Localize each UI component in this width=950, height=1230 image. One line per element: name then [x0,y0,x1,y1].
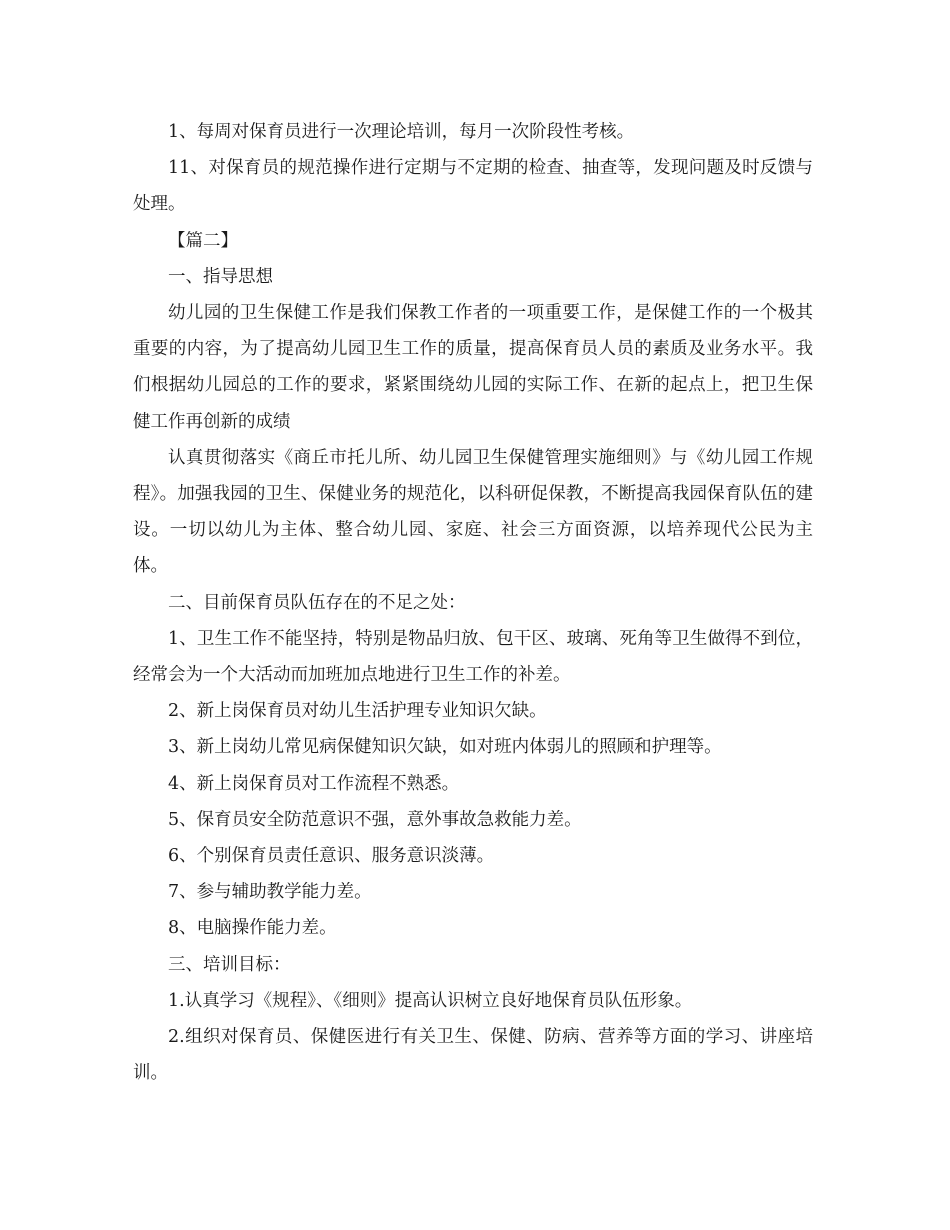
list-item-shortcoming-4: 4、新上岗保育员对工作流程不熟悉。 [168,773,460,794]
section-heading-part-two: 【篇二】 [168,230,238,251]
paragraph-ideology-body: 幼儿园的卫生保健工作是我们保教工作者的一项重要工作，是保健工作的一个极其重要的内容，为了提高幼儿园卫生工作的质量，提高保育员人员的素质及业务水平。我们根据幼儿园总的工作的要求，紧紧围绕幼儿园的实际工作、在新的起点上，把卫生保健工作再创新的成绩 [133,303,813,432]
document-body [133,114,813,1091]
list-item-shortcoming-1: 1、卫生工作不能坚持，特别是物品归放、包干区、玻璃、死角等卫生做得不到位，经常会为一个大活动而加班加点地进行卫生工作的补差。 [133,628,813,686]
list-item-shortcoming-3: 3、新上岗幼儿常见病保健知识欠缺，如对班内体弱儿的照顾和护理等。 [168,737,722,758]
paragraph-training-schedule: 1、每周对保育员进行一次理论培训，每月一次阶段性考核。 [168,122,635,142]
list-item-shortcoming-8: 8、电脑操作能力差。 [168,918,337,939]
list-item-shortcoming-6: 6、个别保育员责任意识、服务意识淡薄。 [168,846,495,867]
list-item-shortcoming-2: 2、新上岗保育员对幼儿生活护理专业知识欠缺。 [168,701,547,722]
heading-training-goals: 三、培训目标： [168,954,291,975]
list-item-goal-2: 2.组织对保育员、保健医进行有关卫生、保健、防病、营养等方面的学习、讲座培训。 [133,1027,813,1084]
list-item-goal-1: 1.认真学习《规程》、《细则》提高认识树立良好地保育员队伍形象。 [168,990,693,1011]
heading-guiding-ideology: 一、指导思想 [168,266,273,287]
heading-shortcomings: 二、目前保育员队伍存在的不足之处： [168,592,466,613]
paragraph-implementation: 认真贯彻落实《商丘市托儿所、幼儿园卫生保健管理实施细则》与《幼儿园工作规程》。加强我园的卫生、保健业务的规范化，以科研促保教，不断提高我园保育队伍的建设。一切以幼儿为主体、整合幼儿园、家庭、社会三方面资源，以培养现代公民为主体。 [133,447,813,577]
list-item-shortcoming-7: 7、参与辅助教学能力差。 [168,882,372,903]
list-item-shortcoming-5: 5、保育员安全防范意识不强，意外事故急救能力差。 [168,809,582,830]
paragraph-inspection: 11、对保育员的规范操作进行定期与不定期的检查、抽查等，发现问题及时反馈与处理。 [133,158,813,215]
